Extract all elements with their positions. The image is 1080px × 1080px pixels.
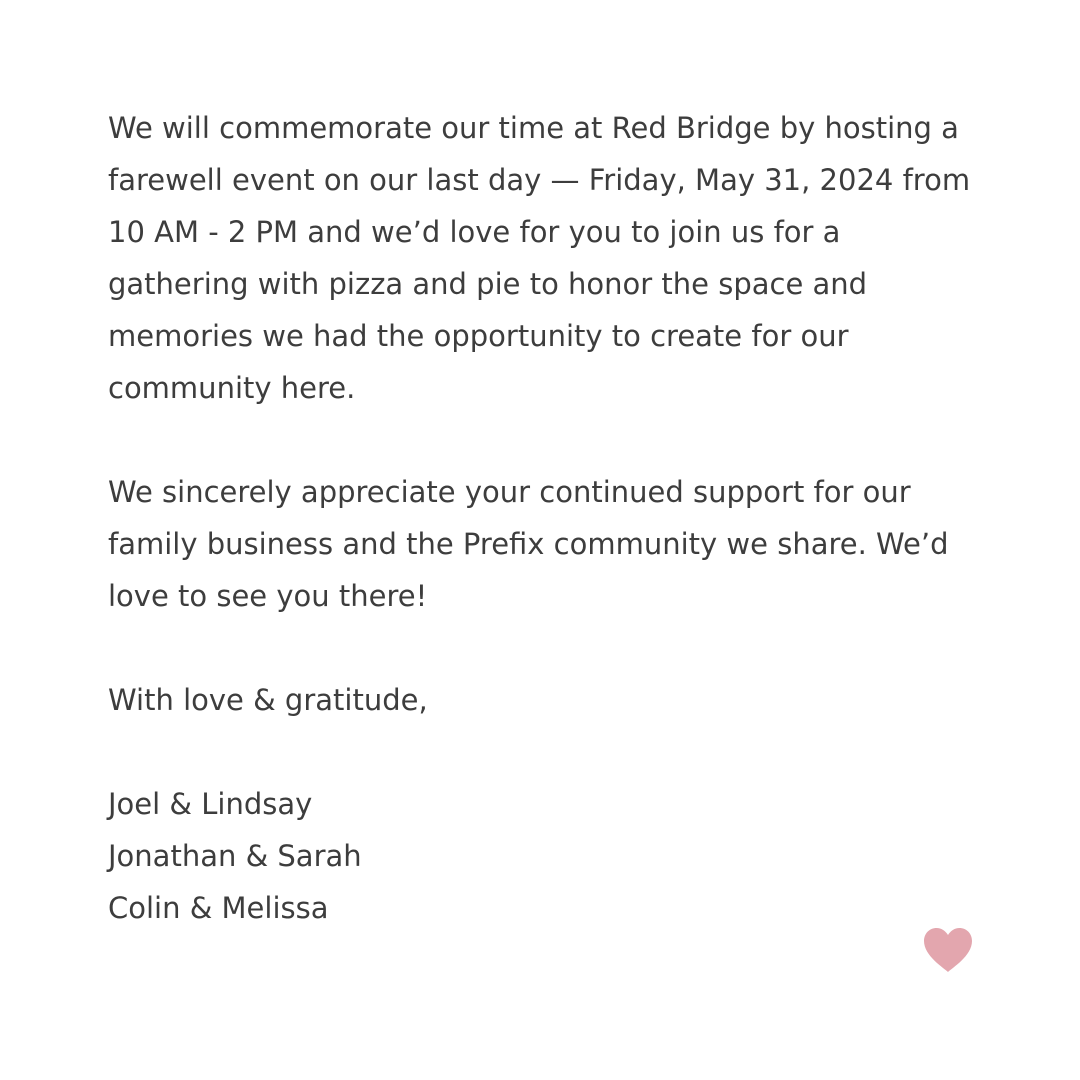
text-line: love to see you there! [108,579,428,613]
paragraph-appreciation [108,466,1008,622]
text-line: We will commemorate our time at Red Bridge by hosting a [108,111,959,145]
signature-block [108,778,1008,934]
text-line: community here. [108,371,356,405]
signature-name: Jonathan & Sarah [108,839,362,873]
paragraph-gap [108,726,1008,778]
signature-name: Colin & Melissa [108,891,329,925]
text-line: family business and the Prefix community we share. We’d [108,527,949,561]
paragraph-gap [108,622,1008,674]
closing-line: With love & gratitude, [108,683,428,717]
letter-body [108,102,1008,934]
signature-name: Joel & Lindsay [108,787,313,821]
text-line: farewell event on our last day — Friday, May 31, 2024 from [108,163,971,197]
paragraph-gap [108,414,1008,466]
text-line: We sincerely appreciate your continued support for our [108,475,911,509]
text-line: 10 AM - 2 PM and we’d love for you to join us for a [108,215,841,249]
paragraph-announcement [108,102,1008,414]
text-line: gathering with pizza and pie to honor the space and [108,267,868,301]
heart-icon [922,926,974,974]
text-line: memories we had the opportunity to create for our [108,319,849,353]
